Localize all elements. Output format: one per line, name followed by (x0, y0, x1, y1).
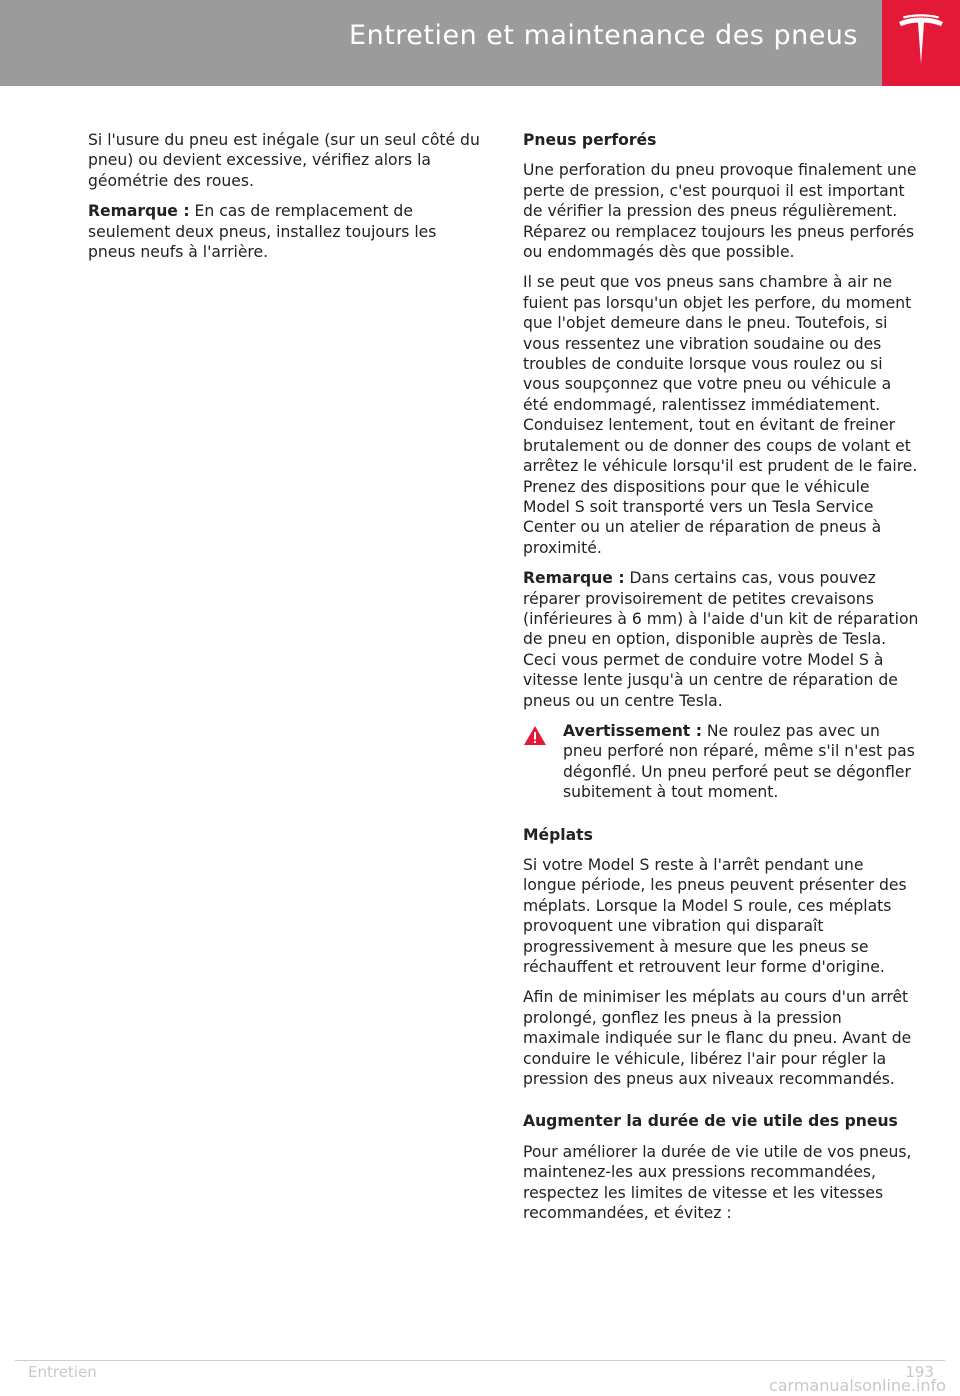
right-column (523, 130, 921, 1234)
heading-flat-spots: Méplats (523, 825, 593, 844)
warning-text: Ne roulez pas avec un pneu perforé non réparé, même s'il n'est pas dégonflé. Un pneu perforé peut se dégonfler subitement à tout moment. (563, 721, 915, 802)
note-label: Remarque : (88, 202, 190, 221)
paragraph-flat-2: Afin de minimiser les méplats au cours d'un arrêt prolongé, gonflez les pneus à la pression maximale indiquée sur le flanc du pneu. Avant de conduire le véhicule, libérez l'air pour régler la pression des pneus aux niveaux recommandés. (523, 988, 912, 1089)
note-repair-kit (523, 568, 921, 711)
heading-punctured-tires: Pneus perforés (523, 131, 657, 149)
warning-box (523, 721, 921, 803)
left-column (88, 130, 488, 272)
heading-tire-life: Augmenter la durée de vie utile des pneus (523, 1112, 898, 1131)
page-header (0, 0, 960, 86)
note-rear-tires (88, 201, 488, 262)
logo-box (882, 0, 960, 86)
watermark: carmanualsonline.info (768, 1376, 946, 1395)
tesla-logo-icon (897, 14, 945, 70)
paragraph-tire-life: Pour améliorer la durée de vie utile de vos pneus, maintenez-les aux pressions recommandées, respectez les limites de vitesse et les vitesses recommandées, et évitez : (523, 1142, 912, 1223)
page-number: 193 (905, 1363, 934, 1381)
paragraph-flat-1: Si votre Model S reste à l'arrêt pendant une longue période, les pneus peuvent présenter des méplats. Lorsque la Model S roule, ces méplats provoquent une vibration qui disparaît progressivement à mesure que les pneus se réchauffent et retrouvent leur forme d'origine. (523, 856, 907, 977)
paragraph-punctured-2: Il se peut que vos pneus sans chambre à air ne fuient pas lorsqu'un objet les perfore, du moment que l'objet demeure dans le pneu. Toutefois, si vous ressentez une vibration soudaine ou des troubles de conduite lorsque vous roulez ou si vous soupçonnez que votre pneu ou véhicule a été endommagé, ralentissez immédiatement. Conduisez lentement, tout en évitant de freiner brutalement ou de donner des coups de volant et arrêtez le véhicule lorsqu'il est prudent de le faire. Prenez des dispositions pour que le véhicule Model S soit transporté vers un Tesla Service Center ou un atelier de réparation de pneus à proximité. (523, 273, 918, 557)
paragraph-punctured-1: Une perforation du pneu provoque finalement une perte de pression, c'est pourquoi il est important de vérifier la pression des pneus régulièrement. Réparez ou remplacez toujours les pneus perforés ou endommagés dès que possible. (523, 161, 917, 262)
page-title: Entretien et maintenance des pneus (349, 20, 858, 51)
note-text: Dans certains cas, vous pouvez réparer provisoirement de petites crevaisons (inférieures à 6 mm) à l'aide d'un kit de réparation de pneu en option, disponible auprès de Tesla. Ceci vous permet de conduire votre Model S à vitesse lente jusqu'à un centre de réparation de pneus ou un centre Tesla. (523, 569, 919, 710)
note-label: Remarque : (523, 569, 625, 588)
footer-divider (15, 1360, 945, 1361)
footer-section: Entretien (28, 1363, 97, 1381)
warning-label: Avertissement : (563, 721, 702, 740)
note-text: En cas de remplacement de seulement deux pneus, installez toujours les pneus neufs à l'arrière. (88, 202, 437, 262)
warning-triangle-icon (523, 725, 547, 746)
paragraph-wear: Si l'usure du pneu est inégale (sur un seul côté du pneu) ou devient excessive, vérifiez alors la géométrie des roues. (88, 131, 480, 190)
